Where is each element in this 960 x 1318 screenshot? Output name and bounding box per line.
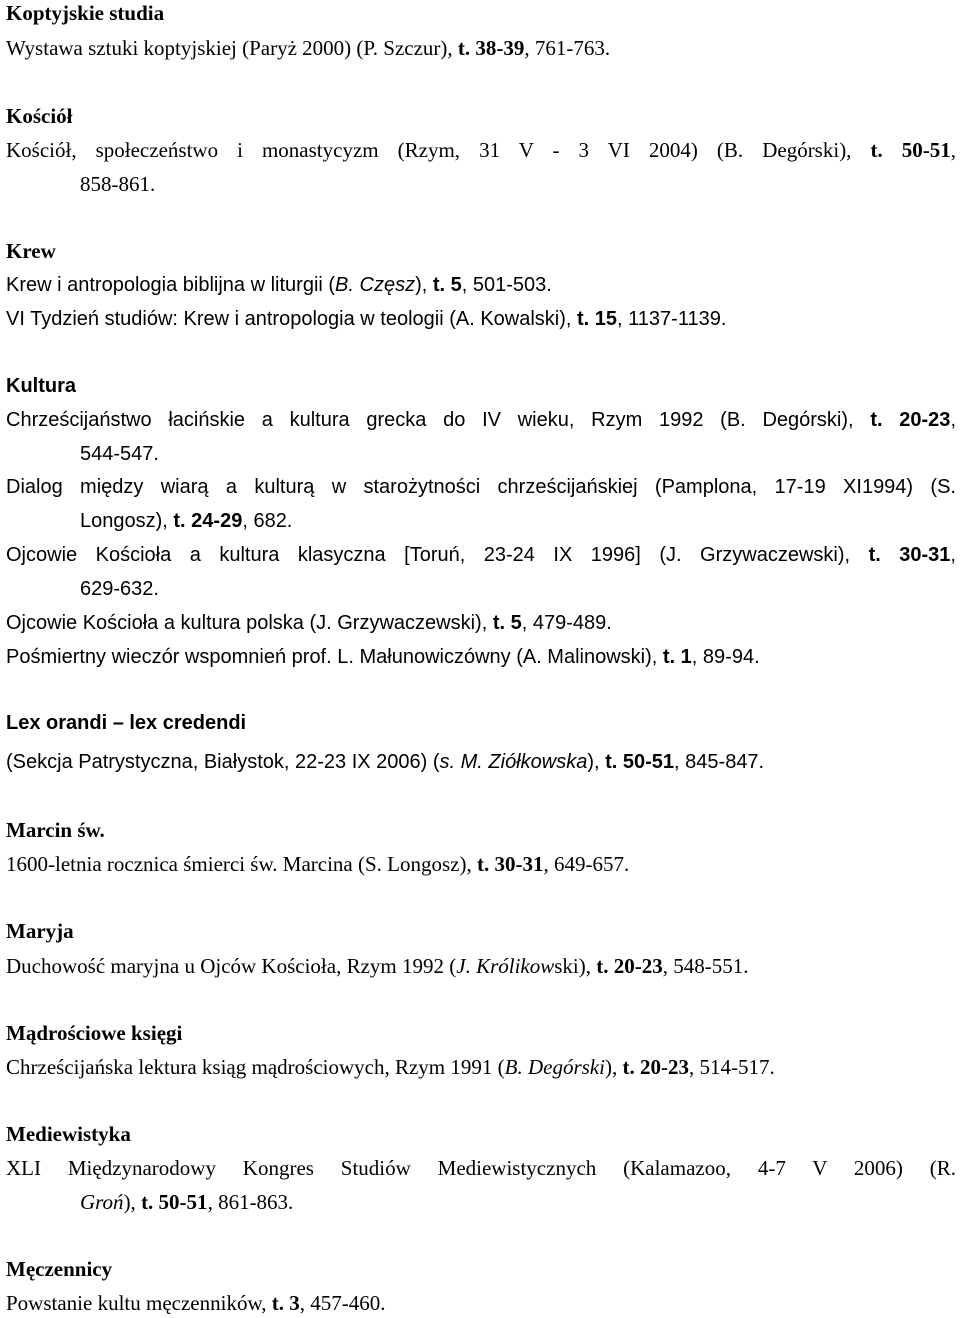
entry-continuation: 629-632. (80, 578, 159, 600)
entry-continuation: Groń), t. 50-51, 861-863. (80, 1190, 294, 1214)
entry-line: XLI Międzynarodowy Kongres Studiów Mediewistycznych (Kalamazoo, 4-7 V 2006) (R. (6, 1156, 956, 1180)
entry-line: 1600-letnia rocznica śmierci św. Marcina (S. Longosz), t. 30-31, 649-657. (6, 852, 630, 876)
section-heading-meczennicy: Męczennicy (6, 1257, 113, 1281)
entry-line: Pośmiertny wieczór wspomnień prof. L. Małunowiczówny (A. Malinowski), t. 1, 89-94. (6, 646, 760, 668)
entry-line: Ojcowie Kościoła a kultura klasyczna [Toruń, 23-24 IX 1996] (J. Grzywaczewski), t. 30-31, (6, 544, 956, 566)
entry-line: Chrześcijańska lektura ksiąg mądrościowych, Rzym 1991 (B. Degórski), t. 20-23, 514-517. (6, 1055, 775, 1079)
entry-continuation: 544-547. (80, 443, 159, 465)
entry-line: (Sekcja Patrystyczna, Białystok, 22-23 IX 2006) (s. M. Ziółkowska), t. 50-51, 845-847. (6, 751, 765, 773)
section-heading-koptyjskie: Koptyjskie studia (6, 1, 165, 25)
section-heading-marcin: Marcin św. (6, 818, 105, 842)
entry-line: Duchowość maryjna u Ojców Kościoła, Rzym 1992 (J. Królikowski), t. 20-23, 548-551. (6, 954, 749, 978)
entry-line: Ojcowie Kościoła a kultura polska (J. Grzywaczewski), t. 5, 479-489. (6, 612, 612, 634)
entry-line: Dialog między wiarą a kulturą w starożytności chrześcijańskiej (Pamplona, 17-19 XI1994) (S. (6, 476, 956, 498)
entry-line: Wystawa sztuki koptyjskiej (Paryż 2000) (P. Szczur), t. 38-39, 761-763. (6, 36, 611, 60)
section-heading-mediewistyka: Mediewistyka (6, 1122, 131, 1146)
section-heading-kultura: Kultura (6, 375, 76, 397)
entry-continuation: Longosz), t. 24-29, 682. (80, 510, 293, 532)
section-heading-maryja: Maryja (6, 919, 74, 943)
entry-line: VI Tydzień studiów: Krew i antropologia w teologii (A. Kowalski), t. 15, 1137-1139. (6, 308, 727, 330)
section-heading-kosciol: Kościół (6, 104, 73, 128)
entry-continuation: 858-861. (80, 172, 156, 196)
entry-line: Krew i antropologia biblijna w liturgii (B. Częsz), t. 5, 501-503. (6, 274, 552, 296)
entry-line: Chrześcijaństwo łacińskie a kultura grecka do IV wieku, Rzym 1992 (B. Degórski), t. 20-23, (6, 409, 956, 431)
section-heading-lex-orandi: Lex orandi – lex credendi (6, 712, 247, 734)
entry-line: Powstanie kultu męczenników, t. 3, 457-460. (6, 1291, 386, 1315)
entry-line: Kościół, społeczeństwo i monastycyzm (Rzym, 31 V - 3 VI 2004) (B. Degórski), t. 50-51, (6, 138, 956, 162)
section-heading-krew: Krew (6, 239, 56, 263)
section-heading-madrosciowe: Mądrościowe księgi (6, 1021, 183, 1045)
